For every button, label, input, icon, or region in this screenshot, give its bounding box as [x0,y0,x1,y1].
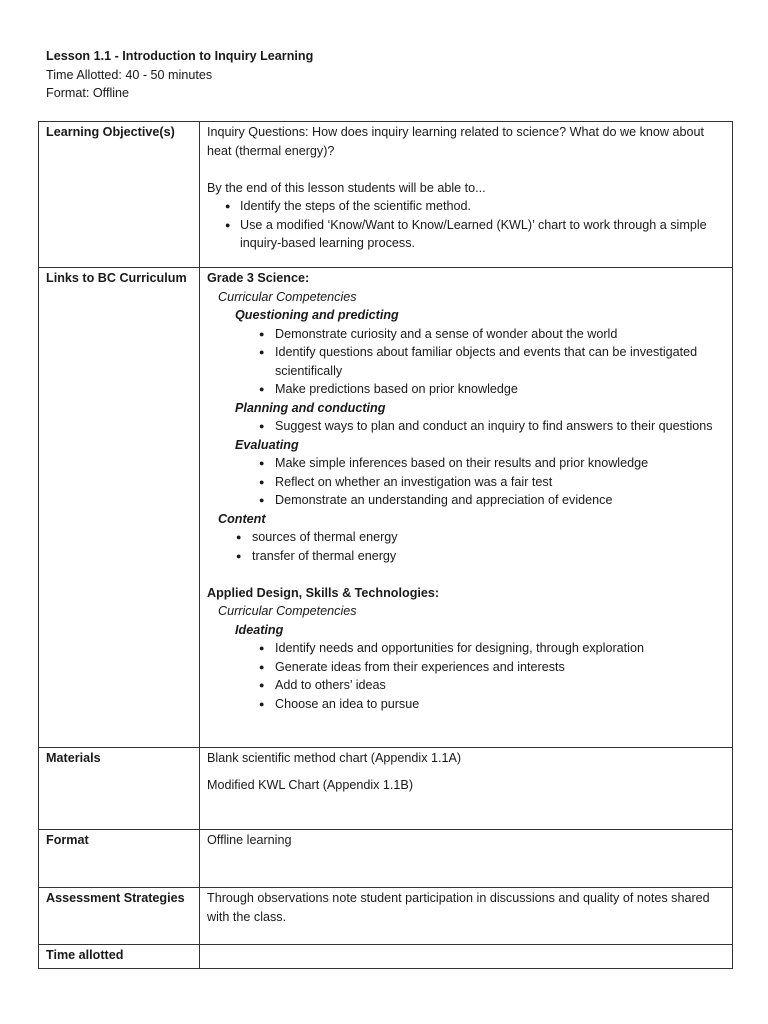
list-item: ● Add to others’ ideas [207,676,726,695]
format-text: Format: Offline [46,86,130,100]
questioning-list [207,325,726,399]
questioning-heading: Questioning and predicting [235,308,399,322]
assessment-value: Through observations note student participation in discussions and quality of notes shared with the class. [200,888,733,945]
table-row-assessment [39,888,733,945]
content-list [207,528,726,565]
list-item: ● Use a modified ‘Know/Want to Know/Learned (KWL)’ chart to work through a simple inquiry-based learning process. [207,216,726,253]
ideating-list [207,639,726,713]
list-item: ● Identify questions about familiar objects and events that can be investigated scientifically [207,343,726,380]
inquiry-questions: Inquiry Questions: How does inquiry learning related to science? What do we know about heat (thermal energy)? [207,125,705,158]
list-item: ● Choose an idea to pursue [207,695,726,714]
table-row-materials [39,748,733,830]
material-item: Modified KWL Chart (Appendix 1.1B) [207,777,414,792]
evaluating-heading: Evaluating [235,437,299,452]
materials-cell [200,748,733,830]
lesson-header [46,47,313,103]
planning-list [207,417,726,436]
list-item: ● transfer of thermal energy [207,547,726,566]
objective-list [207,197,726,253]
curriculum-cell [200,268,733,748]
lesson-title: Lesson 1.1 - Introduction to Inquiry Learning [46,49,314,63]
table-row-time-allotted [39,945,733,969]
adst-competencies-heading: Curricular Competencies [218,604,357,618]
list-item: ● sources of thermal energy [207,528,726,547]
ideating-heading: Ideating [235,622,284,637]
material-item: Blank scientific method chart (Appendix 1.1A) [207,751,462,765]
content-heading: Content [218,511,266,526]
science-heading: Grade 3 Science: [207,271,310,285]
list-item: ● Identify needs and opportunities for designing, through exploration [207,639,726,658]
materials-label: Materials [39,748,200,830]
format-label: Format [39,830,200,888]
objective-intro: By the end of this lesson students will be able to... [207,180,486,195]
curriculum-label: Links to BC Curriculum [39,268,200,748]
objective-cell [200,122,733,268]
assessment-label: Assessment Strategies [39,888,200,945]
list-item: ● Demonstrate an understanding and appreciation of evidence [207,491,726,510]
table-row-objective [39,122,733,268]
objective-label: Learning Objective(s) [39,122,200,268]
list-item: ● Make simple inferences based on their results and prior knowledge [207,454,726,473]
list-item: ● Make predictions based on prior knowledge [207,380,726,399]
science-competencies-heading: Curricular Competencies [218,289,357,304]
format-value: Offline learning [200,830,733,888]
table-row-format [39,830,733,888]
evaluating-list [207,454,726,510]
adst-heading: Applied Design, Skills & Technologies: [207,585,440,600]
list-item: ● Identify the steps of the scientific method. [207,197,726,216]
time-allotted-text: Time Allotted: 40 - 50 minutes [46,67,213,82]
planning-heading: Planning and conducting [235,400,386,415]
table-row-curriculum [39,268,733,748]
list-item: ● Demonstrate curiosity and a sense of wonder about the world [207,325,726,344]
list-item: ● Reflect on whether an investigation was a fair test [207,473,726,492]
time-allotted-label: Time allotted [39,945,200,969]
time-allotted-value [200,945,733,969]
list-item: ● Generate ideas from their experiences and interests [207,658,726,677]
lesson-plan-table [38,121,733,969]
list-item: ● Suggest ways to plan and conduct an inquiry to find answers to their questions [207,417,726,436]
